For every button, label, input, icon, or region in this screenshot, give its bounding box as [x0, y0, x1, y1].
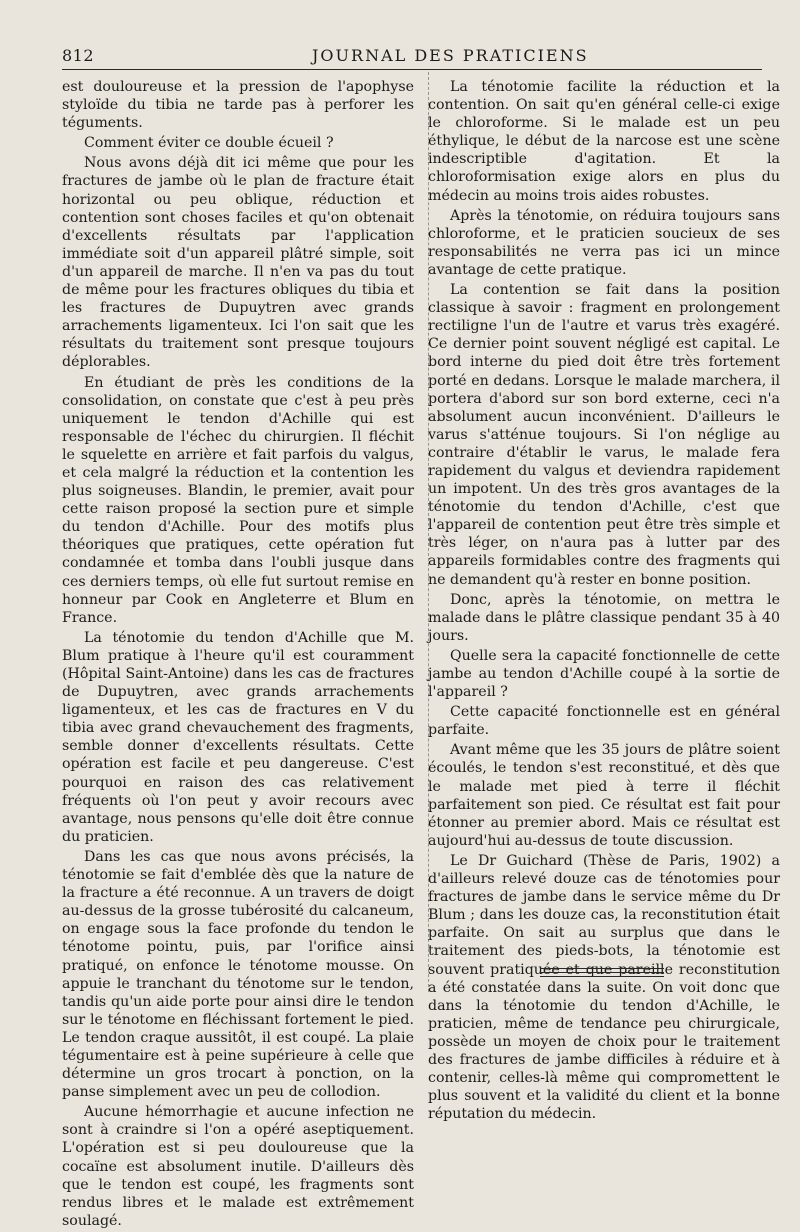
paragraph: La ténotomie du tendon d'Achille que M. Blum pratique à l'heure qu'il est couramment (Hôpital Saint-Antoine) dans les cas de fractures de Dupuytren, avec grands arrachements ligamenteux, et les cas de fractures en V du tibia avec grand chevauchement des fragments, semble donner d'excellents résultats. Cette opération est facile et peu dangereuse. C'est pourquoi en raison des cas relativement fréquents où l'on peut y avoir recours avec avantage, nous pensons qu'elle doit être connue du praticien. [62, 629, 414, 845]
paragraph: Quelle sera la capacité fonctionnelle de cette jambe au tendon d'Achille coupé à la sortie de l'appareil ? [428, 647, 780, 701]
paragraph: Après la ténotomie, on réduira toujours sans chloroforme, et le praticien soucieux de ses responsabilités ne verra pas ici un mince avantage de cette pratique. [428, 207, 780, 278]
paragraph: Le Dr Guichard (Thèse de Paris, 1902) a d'ailleurs relevé douze cas de ténotomies pour fractures de jambe dans le service même du Dr Blum ; dans les douze cas, la reconstitution était parfaite. On sait au surplus que dans le traitement des pieds-bots, la ténotomie est souvent pratiquée et que pareille reconstitution a été constatée dans la suite. On voit donc que dans la ténotomie du tendon d'Achille, le praticien, même de tendance peu chirurgicale, possède un moyen de choix pour le traitement des fractures de jambe difficiles à réduire et à contenir, celles-là même qui compromettent le plus souvent et la validité du client et la bonne réputation du médecin. [428, 852, 780, 1123]
paragraph: Aucune hémorrhagie et aucune infection ne sont à craindre si l'on a opéré aseptiquement. L'opération est si peu douloureuse que la cocaïne est absolument inutile. D'ailleurs dès que le tendon est coupé, les fragments sont rendus libres et le malade est extrêmement soulagé. [62, 1104, 414, 1229]
paragraph: Dans les cas que nous avons précisés, la ténotomie se fait d'emblée dès que la nature de la fracture a été reconnue. A un travers de doigt au-dessus de la grosse tubérosité du calcaneum, on engage sous la face profonde du tendon le ténotome pointu, puis, par l'orifice ainsi pratiqué, on enfonce le ténotome mousse. On appuie le tranchant du ténotome sur le tendon, tandis qu'un aide porte pour ainsi dire le tendon sur le ténotome en fléchissant fortement le pied. Le tendon craque aussitôt, il est coupé. La plaie tégumentaire est à peine supérieure à celle que détermine un gros trocart à ponction, on la panse simplement avec un peu de collodion. [62, 848, 414, 1101]
paragraph: La ténotomie facilite la réduction et la contention. On sait qu'en général celle-ci exige le chloroforme. Si le malade est un peu éthylique, le début de la narcose est une scène indescriptible d'agitation. Et la chloroformisation exige alors en plus du médecin au moins trois aides robustes. [428, 79, 780, 204]
paragraph: est douloureuse et la pression de l'apophyse styloïde du tibia ne tarde pas à perforer les téguments. [62, 79, 414, 132]
page-header [62, 40, 762, 70]
journal-title: JOURNAL DES PRATICIENS [312, 46, 589, 65]
end-of-article-rules [540, 968, 664, 977]
paragraph: Comment éviter ce double écueil ? [84, 135, 334, 152]
paragraph: En étudiant de près les conditions de la consolidation, on constate que c'est à peu près uniquement le tendon d'Achille qui est responsable de l'échec du chirurgien. Il fléchit le squelette en arrière et fait parfois du valgus, et cela malgré la réduction et la contention les plus soigneuses. Blandin, le premier, avait pour cette raison proposé la section pure et simple du tendon d'Achille. Pour des motifs plus théoriques que pratiques, cette opération fut condamnée et tomba dans l'oubli jusque dans ces derniers temps, où elle fut surtout remise en honneur par Cook en Angleterre et Blum en France. [62, 374, 414, 626]
paragraph: La contention se fait dans la position classique à savoir : fragment en prolongement rectiligne l'un de l'autre et varus très exagéré. Ce dernier point souvent négligé est capital. Le bord interne du pied doit être très fortement porté en dedans. Lorsque le malade marchera, il portera d'abord sur son bord externe, ceci n'a absolument aucun inconvénient. D'ailleurs le varus s'atténue toujours. Si l'on néglige au contraire d'établir le varus, le malade fera rapidement du valgus et deviendra rapidement un impotent. Un des très gros avantages de la ténotomie du tendon d'Achille, c'est que l'appareil de contention peut être très simple et très léger, on n'aura pas à lutter par des appareils formidables contre des fragments qui ne demandent qu'à rester en bonne position. [428, 282, 780, 588]
header-rule [62, 69, 762, 70]
paragraph: Cette capacité fonctionnelle est en général parfaite. [428, 704, 780, 739]
page-number: 812 [62, 46, 95, 65]
paragraph: Avant même que les 35 jours de plâtre soient écoulés, le tendon s'est reconstitué, et dès que le malade met pied à terre il fléchit parfaitement son pied. Ce résultat est fait pour étonner au premier abord. Mais ce résultat est aujourd'hui au-dessus de toute discussion. [428, 742, 780, 849]
paragraph: Nous avons déjà dit ici même que pour les fractures de jambe où le plan de fracture était horizontal ou peu oblique, réduction et contention sont choses faciles et qu'on obtenait d'excellents résultats par l'application immédiate soit d'un appareil plâtré simple, soit d'un appareil de marche. Il n'en va pas du tout de même pour les fractures obliques du tibia et les fractures de Dupuytren avec grands arrachements ligamenteux. Ici l'on sait que les résultats du traitement sont presque toujours déplorables. [62, 155, 414, 371]
paragraph: Donc, après la ténotomie, on mettra le malade dans le plâtre classique pendant 35 à 40 jours. [428, 591, 780, 644]
